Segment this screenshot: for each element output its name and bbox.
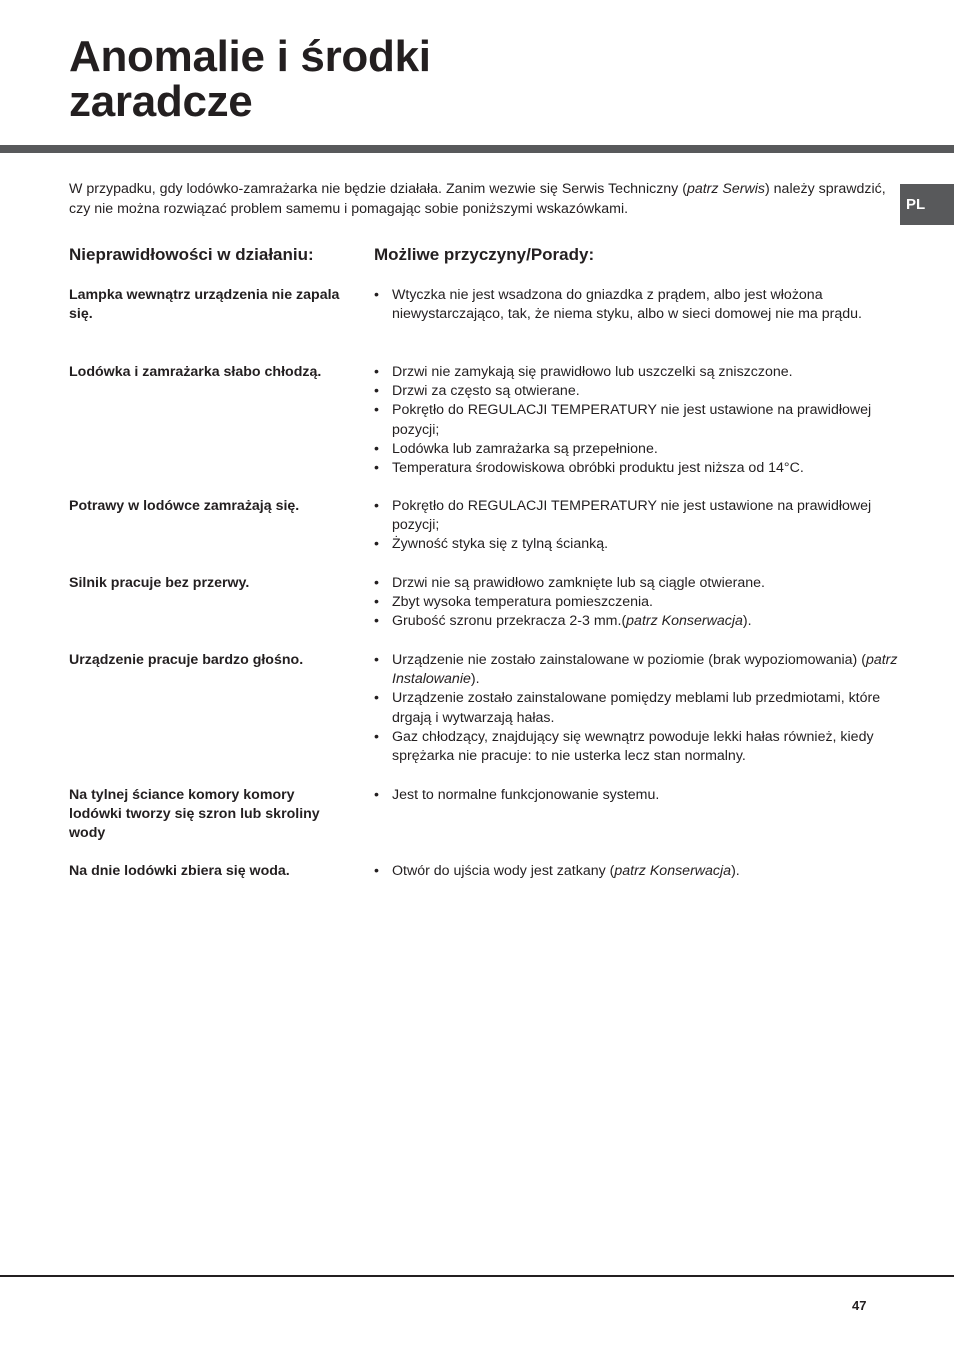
list-item: • Zbyt wysoka temperatura pomieszczenia. [374, 593, 904, 612]
intro-reference: patrz Serwis [686, 181, 765, 197]
causes-list [374, 286, 904, 324]
list-item: • Grubość szronu przekracza 2-3 mm.(patrz Konserwacja). [374, 612, 904, 631]
problem-label: Na tylnej ściance komory komory lodówki tworzy się szron lub skroliny wody [69, 787, 320, 842]
list-item: • Żywność styka się z tylną ścianką. [374, 535, 904, 554]
column-header-causes: Możliwe przyczyny/Porady: [374, 245, 595, 264]
causes-list [374, 651, 904, 766]
page-title [69, 34, 431, 124]
column-header-problems: Nieprawidłowości w działaniu: [69, 245, 314, 264]
problem-label: Lodówka i zamrażarka słabo chłodzą. [69, 364, 322, 380]
list-item: • Temperatura środowiskowa obróbki produktu jest niższa od 14°C. [374, 459, 904, 478]
page-title-line-1: Anomalie i środki [69, 32, 431, 81]
causes-list [374, 786, 904, 805]
page-title-line-2: zaradcze [69, 77, 253, 126]
list-item: • Drzwi za często są otwierane. [374, 382, 904, 401]
language-tab: PL [900, 184, 954, 225]
problem-label: Lampka wewnątrz urządzenia nie zapala się. [69, 287, 340, 323]
list-item: • Lodówka lub zamrażarka są przepełnione. [374, 440, 904, 459]
list-item: • Jest to normalne funkcjonowanie systemu. [374, 786, 904, 805]
intro-text-2: ) należy sprawdzić, czy nie można rozwiązać problem samemu i pomagając sobie poniższymi wskazówkami. [69, 181, 886, 217]
list-item: • Urządzenie zostało zainstalowane pomiędzy meblami lub przedmiotami, które drgają i wytwarzają hałas. [374, 689, 904, 727]
list-item: • Pokrętło do REGULACJI TEMPERATURY nie jest ustawione na prawidłowej pozycji; [374, 401, 904, 439]
list-item: • Drzwi nie zamykają się prawidłowo lub uszczelki są zniszczone. [374, 363, 904, 382]
list-item: • Otwór do ujścia wody jest zatkany (patrz Konserwacja). [374, 862, 904, 881]
problem-label: Potrawy w lodówce zamrażają się. [69, 498, 300, 514]
list-item: • Pokrętło do REGULACJI TEMPERATURY nie jest ustawione na prawidłowej pozycji; [374, 497, 904, 535]
intro-text-1: W przypadku, gdy lodówko-zamrażarka nie będzie działała. Zanim wezwie się Serwis Techniczny ( [69, 181, 687, 197]
problem-label: Na dnie lodówki zbiera się woda. [69, 863, 290, 879]
list-item: • Gaz chłodzący, znajdujący się wewnątrz powoduje lekki hałas również, kiedy sprężarka nie pracuje: to nie usterka lecz stan normalny. [374, 728, 904, 766]
causes-list [374, 497, 904, 555]
causes-list [374, 574, 904, 632]
page-number: 47 [852, 1298, 867, 1313]
footer-divider [0, 1275, 954, 1277]
problem-label: Urządzenie pracuje bardzo głośno. [69, 652, 304, 668]
title-divider-bar [0, 145, 954, 153]
cross-reference: patrz Konserwacja [614, 863, 732, 879]
intro-paragraph [69, 180, 889, 219]
list-item: • Wtyczka nie jest wsadzona do gniazdka z prądem, albo jest włożona niewystarczająco, tak, że niema styku, albo w sieci domowej nie ma prądu. [374, 286, 904, 324]
cross-reference: patrz Instalowanie [392, 652, 898, 688]
list-item: • Urządzenie nie zostało zainstalowane w poziomie (brak wypoziomowania) (patrz Instalowanie). [374, 651, 904, 689]
cross-reference: patrz Konserwacja [626, 613, 743, 630]
causes-list [374, 363, 904, 478]
problem-label: Silnik pracuje bez przerwy. [69, 575, 250, 591]
list-item: • Drzwi nie są prawidłowo zamknięte lub są ciągle otwierane. [374, 574, 904, 593]
causes-list [374, 862, 904, 881]
